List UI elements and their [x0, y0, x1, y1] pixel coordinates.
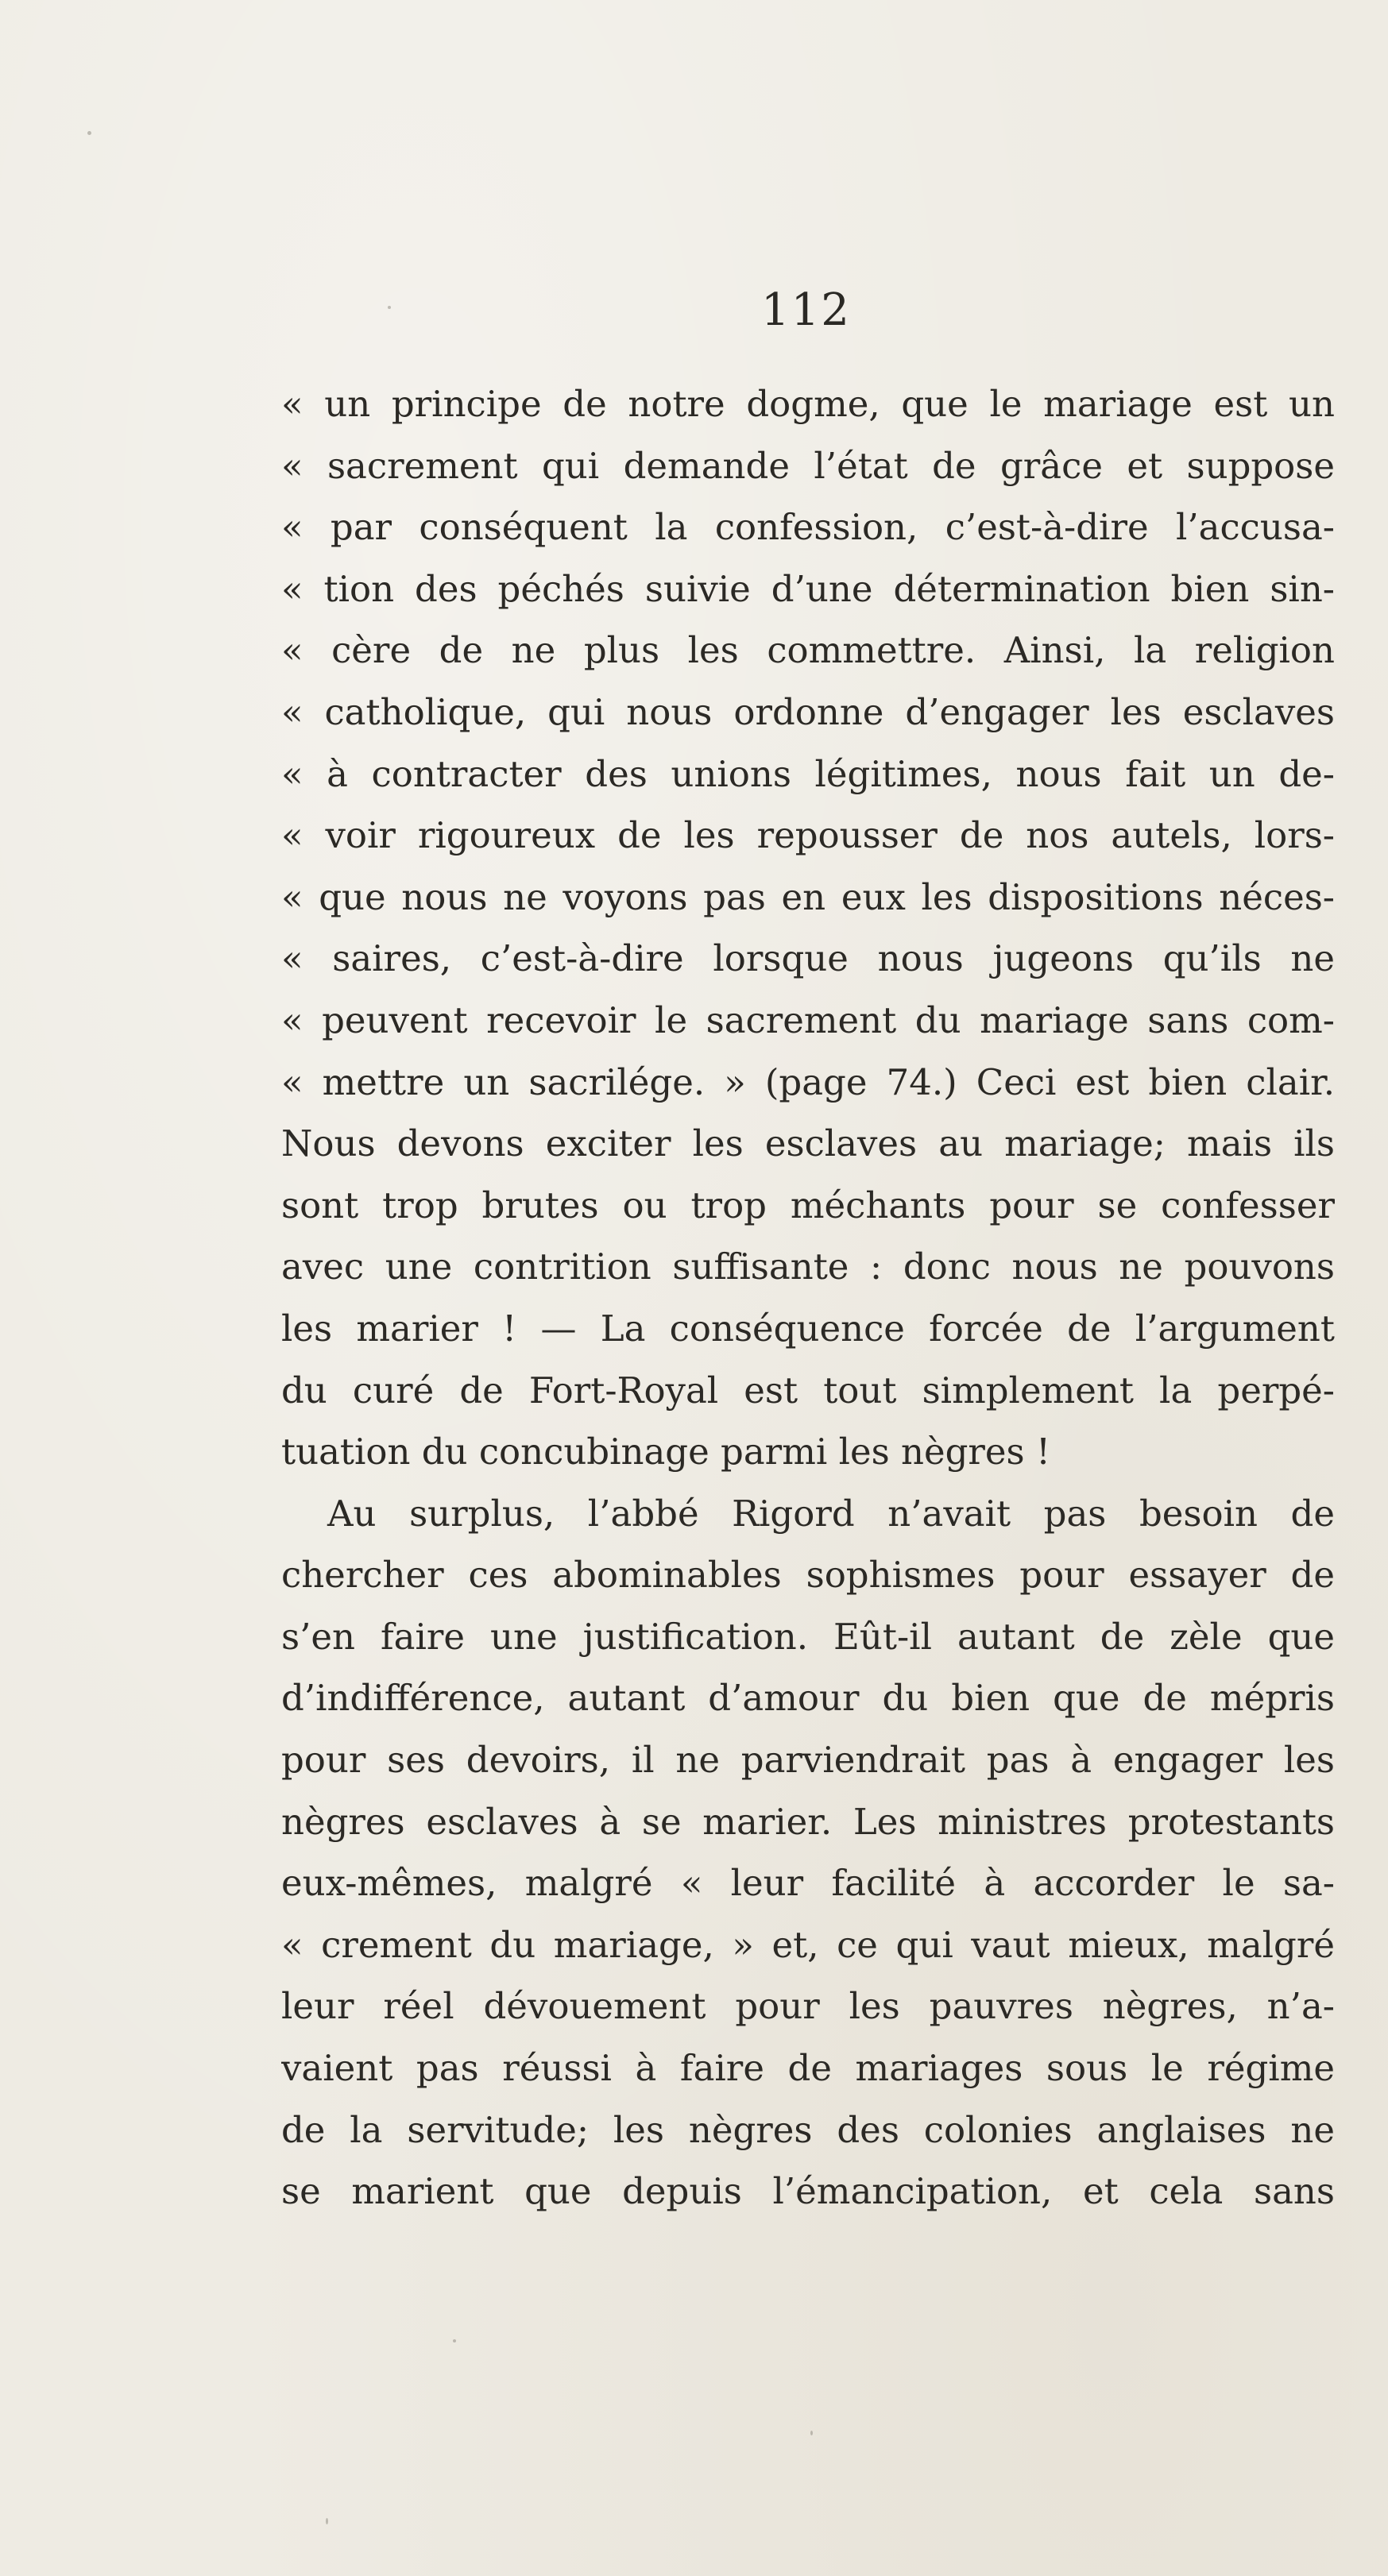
- page-number: 112: [761, 284, 851, 336]
- text-line: « tion des péchés suivie d’une détermination bien sin-: [281, 567, 1335, 610]
- text-line: sont trop brutes ou trop méchants pour se confesser: [281, 1184, 1335, 1226]
- text-line: leur réel dévouement pour les pauvres nègres, n’a-: [281, 1985, 1335, 2028]
- text-line: vaient pas réussi à faire de mariages sous le régime: [281, 2047, 1335, 2090]
- paper-speck: [453, 2339, 456, 2342]
- text-line: du curé de Fort-Royal est tout simplement la perpé-: [281, 1369, 1335, 1412]
- text-line: tuation du concubinage parmi les nègres !: [281, 1431, 1051, 1473]
- paragraph-start-line: Au surplus, l’abbé Rigord n’avait pas besoin de: [327, 1492, 1335, 1535]
- text-line: « catholique, qui nous ordonne d’engager les esclaves: [281, 690, 1335, 733]
- text-line: « à contracter des unions légitimes, nous fait un de-: [281, 752, 1335, 795]
- paper-speck: [326, 2518, 328, 2524]
- text-line: avec une contrition suffisante : donc nous ne pouvons: [281, 1246, 1335, 1288]
- text-line: « saires, c’est-à-dire lorsque nous jugeons qu’ils ne: [281, 937, 1335, 980]
- text-line: « peuvent recevoir le sacrement du mariage sans com-: [281, 998, 1335, 1041]
- text-line: pour ses devoirs, il ne parviendrait pas à engager les: [281, 1739, 1335, 1782]
- text-line: nègres esclaves à se marier. Les ministres protestants: [281, 1800, 1335, 1843]
- text-line: « crement du mariage, » et, ce qui vaut mieux, malgré: [281, 1923, 1335, 1966]
- paper-speck: [388, 306, 391, 309]
- text-line: de la servitude; les nègres des colonies anglaises ne: [281, 2108, 1335, 2151]
- text-line: les marier ! — La conséquence forcée de l’argument: [281, 1307, 1335, 1350]
- text-line: « que nous ne voyons pas en eux les dispositions néces-: [281, 875, 1335, 918]
- text-line: « sacrement qui demande l’état de grâce et suppose: [281, 444, 1335, 487]
- text-line: « par conséquent la confession, c’est-à-dire l’accusa-: [281, 506, 1335, 549]
- text-line: « cère de ne plus les commettre. Ainsi, la religion: [281, 629, 1335, 672]
- text-line: « voir rigoureux de les repousser de nos autels, lors-: [281, 814, 1335, 857]
- text-line: eux-mêmes, malgré « leur facilité à accorder le sa-: [281, 1862, 1335, 1905]
- paper-speck: [810, 2431, 813, 2435]
- text-line: chercher ces abominables sophismes pour essayer de: [281, 1554, 1335, 1597]
- body-text: [281, 373, 1335, 2223]
- text-line: « mettre un sacrilége. » (page 74.) Ceci est bien clair.: [281, 1060, 1335, 1103]
- text-line: s’en faire une justification. Eût-il autant de zèle que: [281, 1615, 1335, 1658]
- paper-speck: [87, 131, 91, 135]
- text-line: « un principe de notre dogme, que le mariage est un: [281, 383, 1335, 425]
- text-line: se marient que depuis l’émancipation, et cela sans: [281, 2170, 1335, 2213]
- text-line: Nous devons exciter les esclaves au mariage; mais ils: [281, 1122, 1335, 1165]
- text-line: d’indifférence, autant d’amour du bien que de mépris: [281, 1677, 1335, 1720]
